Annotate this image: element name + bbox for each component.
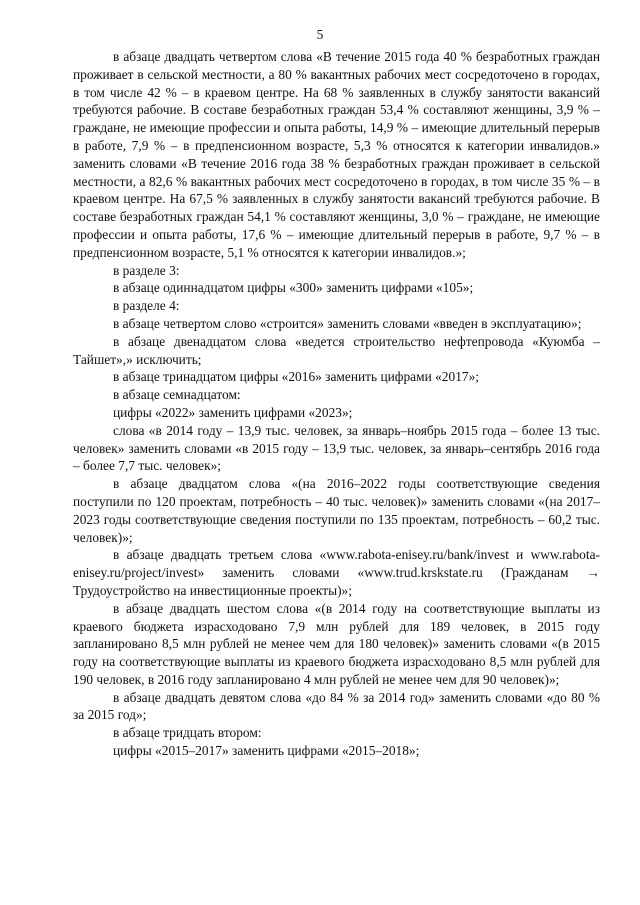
paragraph: в абзаце двадцать шестом слова «(в 2014 году на соответствующие выплаты из краевого бюджета израсходовано 7,9 млн рублей для 189 человек, в 2015 году запланировано 8,5 млн рублей не менее чем для 180 человек)» заменить словами «(в 2015 году на соответствующие выплаты из краевого бюджета израсходовано 8,5 млн рублей для 190 человек, в 2016 году запланировано 4 млн рублей не менее чем для 90 человек)»;	[73, 600, 600, 687]
paragraph: в абзаце двенадцатом слова «ведется строительство нефтепровода «Куюмба – Тайшет»,» исключить;	[73, 333, 600, 367]
document-body	[73, 48, 600, 760]
paragraph: в абзаце четвертом слово «строится» заменить словами «введен в эксплуатацию»;	[113, 315, 582, 331]
paragraph: в абзаце тринадцатом цифры «2016» заменить цифрами «2017»;	[113, 369, 479, 385]
paragraph: в абзаце двадцать третьем слова «www.rabota-enisey.ru/bank/invest и www.rabota-enisey.ru/project/invest» заменить словами «www.trud.krskstate.ru (Гражданам → Трудоустройство на инвестиционные проекты)»;	[73, 547, 600, 598]
paragraph: цифры «2022» заменить цифрами «2023»;	[113, 404, 353, 420]
paragraph: слова «в 2014 году – 13,9 тыс. человек, за январь–ноябрь 2015 года – более 13 тыс. человек» заменить словами «в 2015 году – 13,9 тыс. человек, за январь–сентябрь 2016 года – более 7,7 тыс. человек»;	[73, 422, 600, 474]
paragraph: цифры «2015–2017» заменить цифрами «2015–2018»;	[113, 743, 420, 759]
page-number: 5	[316, 27, 324, 42]
paragraph: в абзаце двадцать четвертом слова «В течение 2015 года 40 % безработных граждан проживает в сельской местности, а 80 % вакантных рабочих мест сосредоточено в городах, в том числе 42 % – в краевом центре. На 68 % заявленных в службу занятости вакансий требуются рабочие. В составе безработных граждан 53,4 % составляют женщины, 3,9 % – граждане, не имеющие профессии и опыта работы, 14,9 % – имеющие длительный перерыв в работе, 7,9 % – в предпенсионном возрасте, 5,3 % относятся к категории инвалидов.» заменить словами «В течение 2016 года 38 % безработных граждан проживает в сельской местности, а 82,6 % вакантных рабочих мест сосредоточено в городах, в том числе 35 % – в краевом центре. На 67,5 % заявленных в службу занятости вакансий требуются рабочие. В составе безработных граждан 54,1 % составляют женщины, 3,0 % – граждане, не имеющие профессии и опыта работы, 17,6 % – имеющие длительный перерыв в работе, 9,7 % – в предпенсионном возрасте, 5,1 % относятся к категории инвалидов.»;	[73, 49, 600, 260]
paragraph: в абзаце двадцать девятом слова «до 84 % за 2014 год» заменить словами «до 80 % за 2015 год»;	[73, 689, 600, 723]
paragraph: в абзаце семнадцатом:	[113, 387, 241, 403]
paragraph: в абзаце двадцатом слова «(на 2016–2022 годы соответствующие сведения поступили по 120 проектам, потребность – 40 тыс. человек)» заменить словами «(на 2017–2023 годы соответствующие сведения поступили по 135 проектам, потребность – 60,2 тыс. человек)»;	[73, 476, 600, 545]
paragraph: в разделе 4:	[113, 298, 180, 314]
paragraph: в абзаце тридцать втором:	[113, 725, 262, 741]
paragraph: в разделе 3:	[113, 262, 180, 278]
paragraph: в абзаце одиннадцатом цифры «300» заменить цифрами «105»;	[113, 280, 474, 296]
